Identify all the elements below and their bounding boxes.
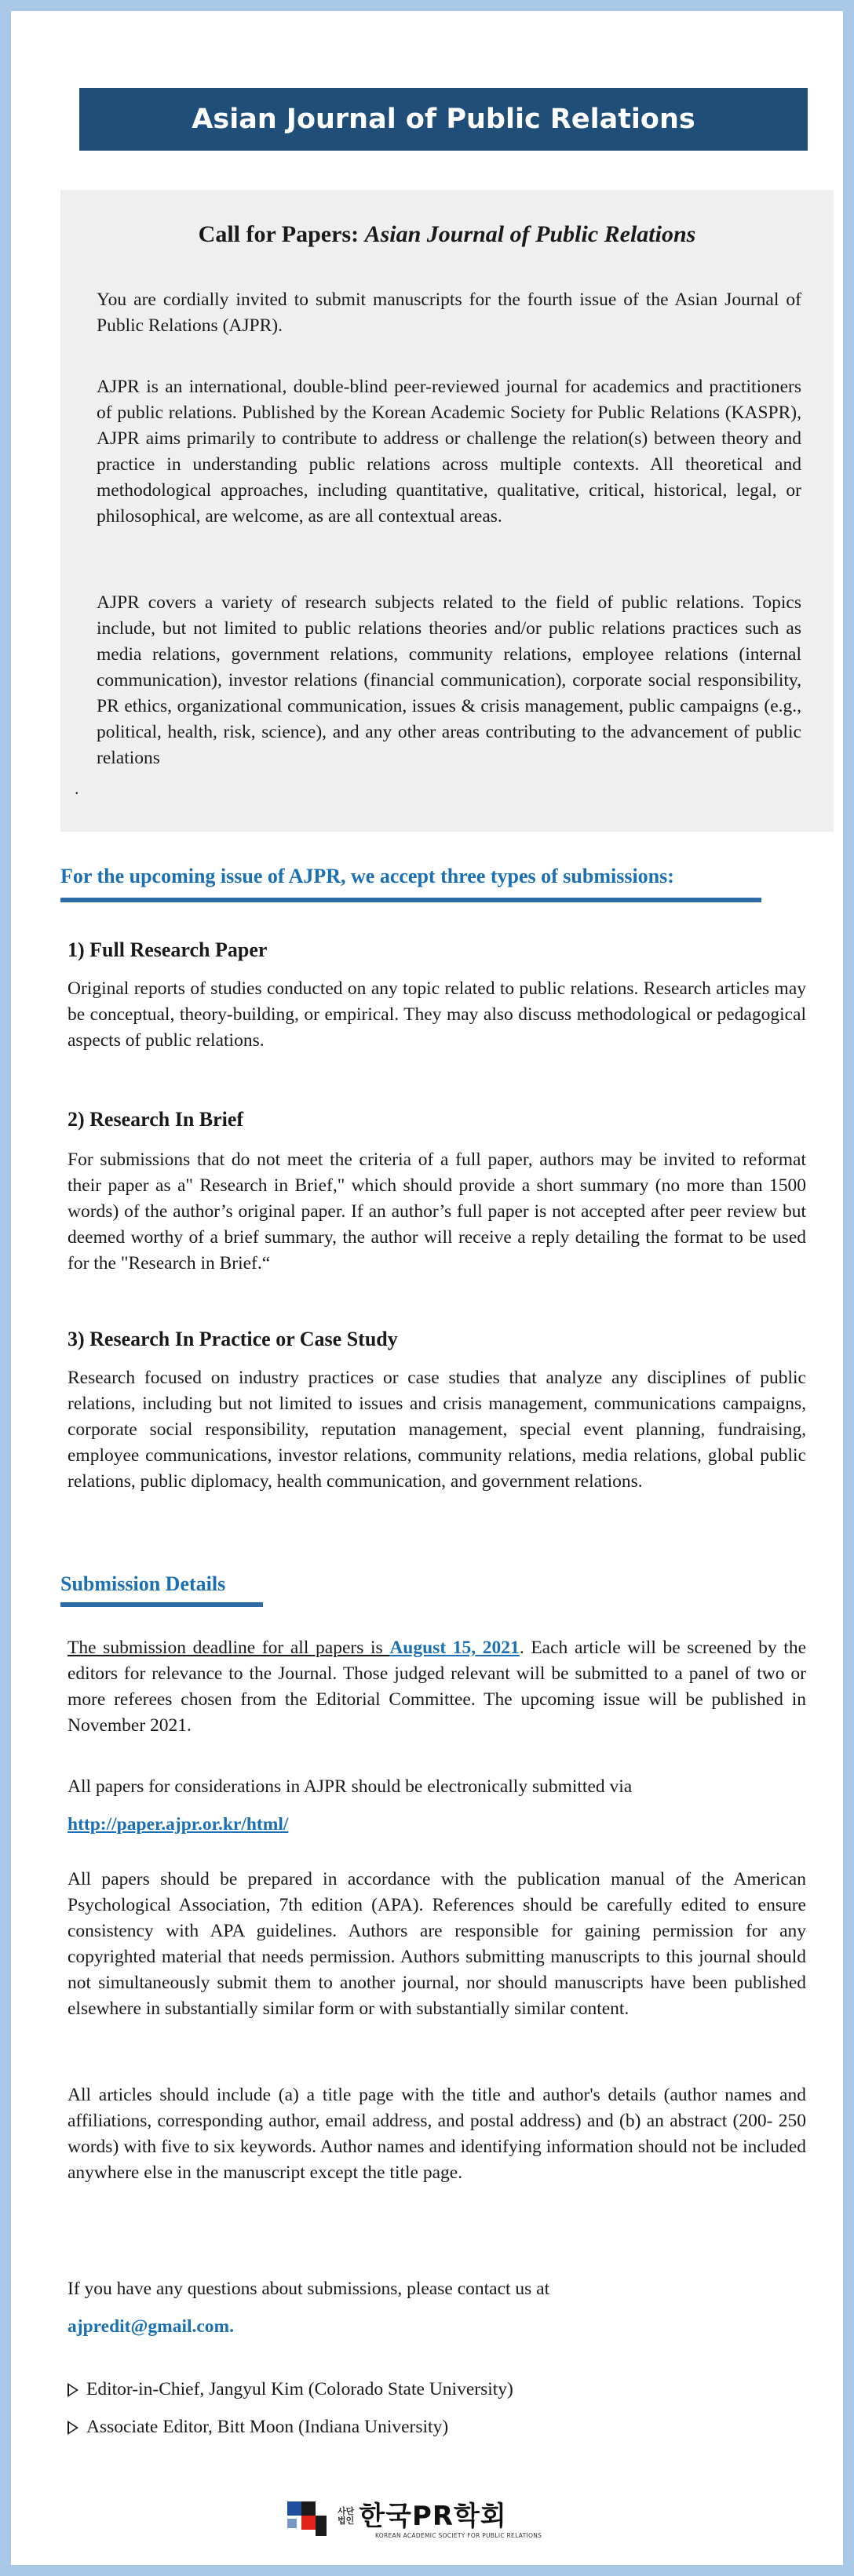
logo-small-bottom: 법인 [338,2515,355,2526]
contact-email-link[interactable]: ajpredit@gmail.com. [68,2316,235,2337]
call-intro-paragraph: You are cordially invited to submit manuscripts for the fourth issue of the Asian Journal of Public Relations (AJPR). [97,290,801,336]
kaspr-logo-mark-icon [286,2500,330,2539]
associate-editor-line [68,2417,448,2438]
contact-text: If you have any questions about submissions, please contact us at [68,2279,550,2299]
deadline-date: August 15, 2021 [389,1638,520,1658]
submit-via-text: All papers for considerations in AJPR should be electronically submitted via [68,1776,633,1797]
call-title [60,221,834,248]
stray-dot: . [75,778,79,798]
editor-in-chief-text: Editor-in-Chief, Jangyul Kim (Colorado State University) [86,2379,513,2399]
type-1-text: Original reports of studies conducted on any topic related to public relations. Research articles may be conceptual, theory-building, or empirical. They may also discuss methodological or pedagogical aspects of public relations. [68,978,806,1051]
logo-small-top: 사단 [338,2505,355,2516]
associate-editor-text: Associate Editor, Bitt Moon (Indiana University) [86,2417,449,2437]
logo-society-subtitle: KOREAN ACADEMIC SOCIETY FOR PUBLIC RELATIONS [375,2531,542,2539]
type-3-heading: 3) Research In Practice or Case Study [68,1328,398,1350]
logo-society-name: 한국PR학회 [359,2500,507,2532]
editor-in-chief-line [68,2379,513,2400]
deadline-rest: . Each article will be screened by the editors for relevance to the Journal. Those judged relevant will be submitted to a panel of two or more referees chosen from the Editorial Committee. The upcoming issue will be published in November 2021. [68,1638,806,1736]
submission-details-rule [60,1602,263,1607]
type-1-heading: 1) Full Research Paper [68,938,268,961]
triangle-right-outline-icon [68,2383,78,2397]
call-for-papers-box [60,190,834,832]
call-about-paragraph: AJPR is an international, double-blind peer-reviewed journal for academics and practitioners of public relations. Published by the Korean Academic Society for Public Relations (KASPR), AJPR aims primarily to contribute to address or challenge the relation(s) between theory and practice in understanding public relations across multiple contexts. All theoretical and methodological approaches, including quantitative, qualitative, critical, historical, legal, or philosophical, are welcome, as are all contextual areas. [97,377,801,526]
apa-guidelines-paragraph: All papers should be prepared in accordance with the publication manual of the American Psychological Association, 7th edition (APA). References should be carefully edited to ensure consistency with APA guidelines. Authors are responsible for gaining permission for any copyrighted material that needs permission. Authors submitting manuscripts to this journal should not simultaneously submit them to another journal, nor should manuscripts have been published elsewhere in substantially similar form or with substantially similar content. [68,1869,806,2019]
kaspr-logo-text [338,2501,542,2539]
submission-url-link[interactable]: http://paper.ajpr.or.kr/html/ [68,1814,289,1835]
kaspr-logo [286,2497,584,2542]
type-2-heading: 2) Research In Brief [68,1108,244,1131]
triangle-right-outline-icon [68,2421,78,2435]
type-3-text: Research focused on industry practices or case studies that analyze any disciplines of public relations, including but not limited to issues and crisis management, communications campaigns, corporate social responsibility, reputation management, special event planning, fundraising, employee communications, investor relations, community relations, media relations, global public relations, public diplomacy, health communication, and government relations. [68,1368,806,1492]
logo-corporation-label [338,2507,354,2526]
submission-details-heading: Submission Details [60,1572,226,1595]
call-title-journal: Asian Journal of Public Relations [364,221,696,247]
deadline-lead: The submission deadline for all papers is [68,1638,390,1658]
title-page-paragraph: All articles should include (a) a title page with the title and author's details (author names and affiliations, corresponding author, email address, and postal address) and (b) an abstract (200- 250 words) with five to six keywords. Author names and identifying information should not be included anywhere else in the manuscript except the title page. [68,2085,806,2183]
call-title-prefix: Call for Papers: [198,221,365,247]
submission-types-heading: For the upcoming issue of AJPR, we accept three types of submissions: [60,865,674,887]
call-topics-paragraph: AJPR covers a variety of research subjects related to the field of public relations. Topics include, but not limited to public relations theories and/or public relations practices such as media relations, government relations, community relations, employee relations (internal communication), investor relations (financial communication), corporate social responsibility, PR ethics, organizational communication, issues & crisis management, public campaigns (e.g., political, health, risk, science), and any other areas contributing to the advancement of public relations [97,592,801,768]
type-2-text: For submissions that do not meet the criteria of a full paper, authors may be invited to reformat their paper as a" Research in Brief," which should provide a short summary (no more than 1500 words) of the author’s original paper. If an author’s full paper is not accepted after peer review but deemed worthy of a brief summary, the author will receive a reply detailing the format to be used for the "Research in Brief.“ [68,1150,806,1273]
submission-types-rule [60,898,761,902]
deadline-paragraph [68,1635,806,1739]
journal-title-banner: Asian Journal of Public Relations [79,88,808,151]
